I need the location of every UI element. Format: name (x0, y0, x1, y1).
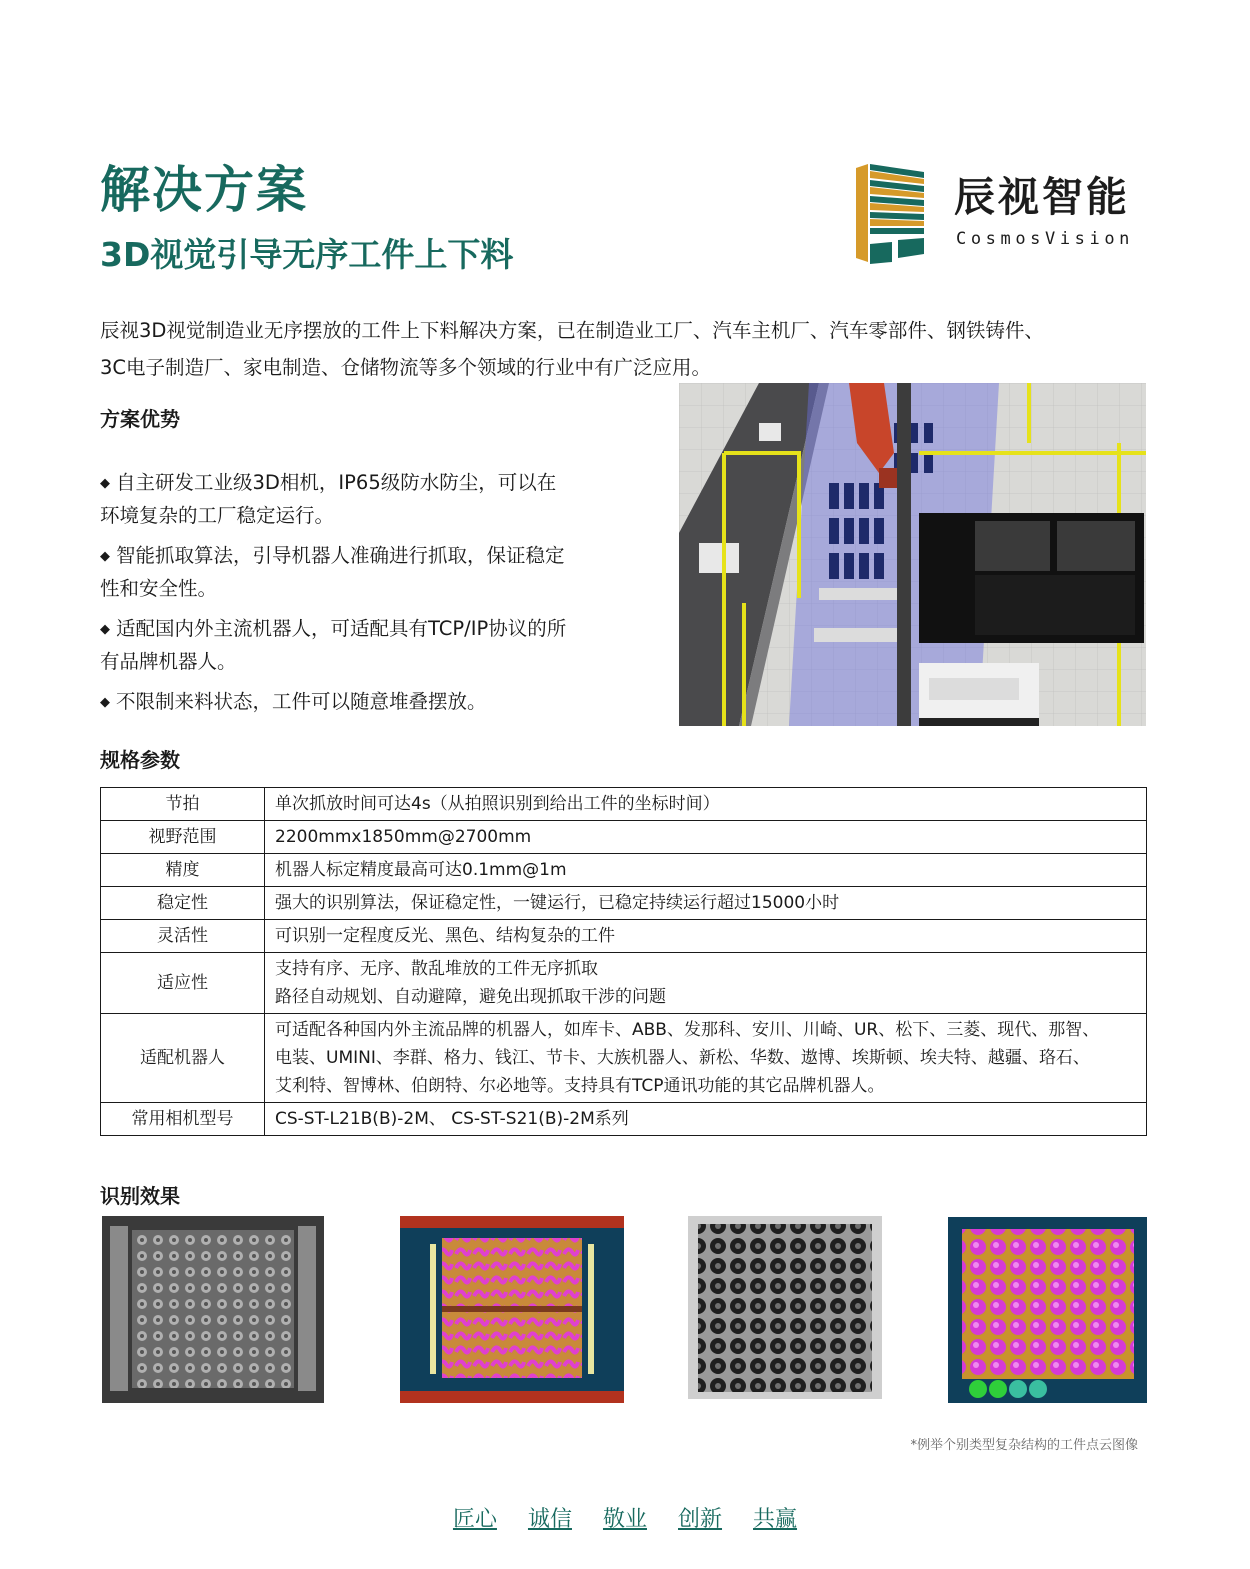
spec-value (265, 821, 1147, 854)
spec-row (101, 887, 1147, 920)
advantage-item (100, 613, 625, 678)
point-cloud-image-2 (948, 1217, 1147, 1403)
motto-word: 敬业 (602, 1507, 647, 1532)
spec-line: 艾利特、智博林、伯朗特、尔必地等。支持具有TCP通讯功能的其它品牌机器人。 (275, 1076, 885, 1096)
spec-value (265, 953, 1147, 1014)
advantage-line: 环境复杂的工厂稳定运行。 (100, 504, 335, 527)
spec-value (265, 887, 1147, 920)
spec-key: 适配机器人 (101, 1014, 265, 1103)
company-logo (852, 158, 1152, 268)
advantage-line: 性和安全性。 (100, 577, 218, 600)
spec-key: 视野范围 (101, 821, 265, 854)
advantage-line: 适配国内外主流机器人，可适配具有TCP/IP协议的所 (116, 617, 567, 640)
advantage-line: 智能抓取算法，引导机器人准确进行抓取，保证稳定 (116, 544, 565, 567)
logo-name-cn: 辰视智能 (954, 173, 1130, 221)
spec-row (101, 788, 1147, 821)
logo-building-icon (852, 158, 932, 268)
spec-key: 稳定性 (101, 887, 265, 920)
diamond-bullet-icon: ◆ (100, 549, 110, 564)
point-cloud-drawing-2 (948, 1217, 1147, 1403)
motto-word: 共赢 (753, 1507, 798, 1532)
spec-value (265, 1014, 1147, 1103)
spec-value (265, 920, 1147, 953)
spec-line: 电装、UMINI、李群、格力、钱江、节卡、大族机器人、新松、华数、遨博、埃斯顿、埃夫特、越疆、珞石、 (275, 1048, 1090, 1068)
spec-key: 精度 (101, 854, 265, 887)
spec-line: 单次抓放时间可达4s（从拍照识别到给出工件的坐标时间） (275, 794, 720, 814)
recognition-heading: 识别效果 (100, 1184, 180, 1208)
advantage-line: 有品牌机器人。 (100, 650, 237, 673)
spec-row (101, 920, 1147, 953)
page-title: 解决方案 (100, 161, 308, 219)
spec-line: 强大的识别算法，保证稳定性，一键运行，已稳定持续运行超过15000小时 (275, 893, 840, 913)
logo-name-en: CosmosVision (956, 229, 1135, 249)
spec-line: 路径自动规划、自动避障，避免出现抓取干涉的问题 (275, 987, 666, 1007)
motto-word: 匠心 (452, 1507, 497, 1532)
motto-word: 创新 (678, 1507, 723, 1532)
spec-row (101, 821, 1147, 854)
spec-key: 适应性 (101, 953, 265, 1014)
spec-value (265, 788, 1147, 821)
point-cloud-drawing-1 (400, 1216, 624, 1403)
advantage-item (100, 467, 625, 532)
gray-scan-drawing-2 (688, 1216, 882, 1399)
intro-paragraph (100, 312, 1150, 386)
robot-cell-illustration (679, 383, 1146, 726)
page-subtitle: 3D视觉引导无序工件上下料 (100, 235, 514, 274)
spec-key: 节拍 (101, 788, 265, 821)
company-motto (0, 1502, 1250, 1533)
advantage-item (100, 540, 625, 605)
gray-scan-drawing-1 (102, 1216, 324, 1403)
spec-row (101, 953, 1147, 1014)
spec-line: 可识别一定程度反光、黑色、结构复杂的工件 (275, 926, 615, 946)
specs-heading: 规格参数 (100, 748, 180, 772)
gray-scan-image-2 (688, 1216, 882, 1399)
diamond-bullet-icon: ◆ (100, 695, 110, 710)
spec-value (265, 854, 1147, 887)
spec-line: CS-ST-L21B(B)-2M、 CS-ST-S21(B)-2M系列 (275, 1109, 629, 1129)
spec-line: 支持有序、无序、散乱堆放的工件无序抓取 (275, 959, 598, 979)
spec-row (101, 1014, 1147, 1103)
intro-line: 3C电子制造厂、家电制造、仓储物流等多个领域的行业中有广泛应用。 (100, 356, 712, 379)
point-cloud-image-1 (400, 1216, 624, 1403)
robot-cell-drawing (679, 383, 1146, 726)
spec-line: 2200mmx1850mm@2700mm (275, 827, 532, 847)
spec-line: 机器人标定精度最高可达0.1mm@1m (275, 860, 567, 880)
advantage-line: 自主研发工业级3D相机，IP65级防水防尘，可以在 (116, 471, 557, 494)
spec-row (101, 854, 1147, 887)
spec-key: 灵活性 (101, 920, 265, 953)
intro-line: 辰视3D视觉制造业无序摆放的工件上下料解决方案，已在制造业工厂、汽车主机厂、汽车零部件、钢铁铸件、 (100, 319, 1044, 342)
advantages-heading: 方案优势 (100, 407, 180, 431)
spec-table (100, 787, 1147, 1136)
spec-line: 可适配各种国内外主流品牌的机器人，如库卡、ABB、发那科、安川、川崎、UR、松下、三菱、现代、那智、 (275, 1020, 1100, 1040)
spec-key: 常用相机型号 (101, 1103, 265, 1136)
recognition-footnote: *例举个别类型复杂结构的工件点云图像 (910, 1438, 1138, 1453)
spec-value (265, 1103, 1147, 1136)
advantage-item (100, 686, 625, 719)
diamond-bullet-icon: ◆ (100, 476, 110, 491)
gray-scan-image-1 (102, 1216, 324, 1403)
advantages-list (100, 467, 625, 727)
diamond-bullet-icon: ◆ (100, 622, 110, 637)
advantage-line: 不限制来料状态，工件可以随意堆叠摆放。 (116, 690, 487, 713)
spec-row (101, 1103, 1147, 1136)
motto-word: 诚信 (527, 1507, 572, 1532)
